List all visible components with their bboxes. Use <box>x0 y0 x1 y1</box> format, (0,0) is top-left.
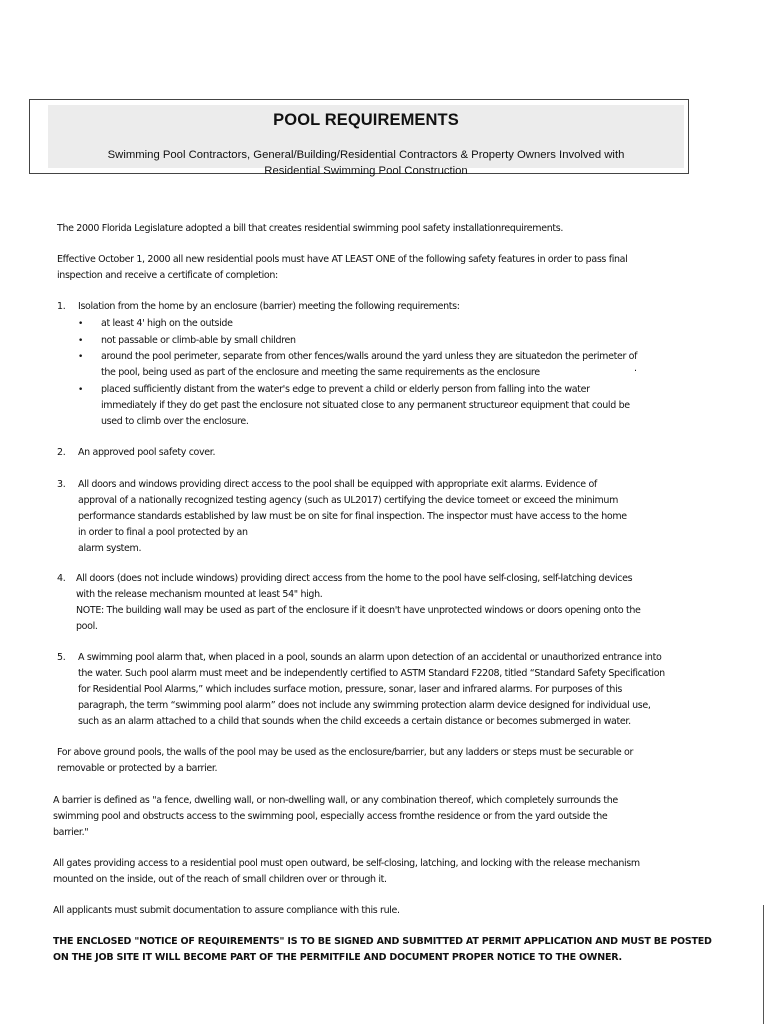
page-edge-line <box>763 905 764 1024</box>
bullet-text: not passable or climb-able by small children <box>101 335 296 346</box>
item-number: 3. <box>57 479 66 490</box>
item-text: Isolation from the home by an enclosure (barrier) meeting the following requirements: <box>78 301 460 312</box>
item-text: for Residential Pool Alarms,” which includes surface motion, pressure, sonar, laser and infrared alarms. For purposes of this <box>78 684 622 695</box>
bullet-icon: • <box>78 319 84 329</box>
item-number: 1. <box>57 301 66 312</box>
page-subtitle <box>48 147 684 179</box>
item-text: performance standards established by law must be on site for final inspection. The inspector must have access to the home <box>78 511 627 522</box>
subtitle-line: Residential Swimming Pool Construction <box>264 165 468 177</box>
bullet-icon: • <box>78 385 84 395</box>
item-number: 5. <box>57 652 66 663</box>
item-number: 2. <box>57 447 66 458</box>
effective-line: Effective October 1, 2000 all new residential pools must have AT LEAST ONE of the following safety features in order to pass final <box>57 254 628 265</box>
bullet-text: at least 4' high on the outside <box>101 318 233 329</box>
stray-mark: · <box>634 366 637 377</box>
item-text: in order to final a pool protected by an <box>78 527 248 538</box>
item-text: NOTE: The building wall may be used as part of the enclosure if it doesn't have unprotected windows or doors opening onto the <box>76 605 641 616</box>
subtitle-line: Swimming Pool Contractors, General/Building/Residential Contractors & Property Owners Involved with <box>107 149 625 161</box>
barrier-definition: swimming pool and obstructs access to the swimming pool, especially access fromthe residence or from the yard outside the <box>53 811 608 822</box>
barrier-definition: barrier." <box>53 827 89 838</box>
intro-paragraph: The 2000 Florida Legislature adopted a bill that creates residential swimming pool safety installationrequirements. <box>57 223 564 234</box>
gates-paragraph: mounted on the inside, out of the reach of small children over or through it. <box>53 874 387 885</box>
barrier-definition: A barrier is defined as "a fence, dwelling wall, or non-dwelling wall, or any combination thereof, which completely surrounds the <box>53 795 618 806</box>
bullet-text: placed sufficiently distant from the water's edge to prevent a child or elderly person from falling into the water <box>101 384 590 395</box>
header-shading <box>48 105 684 177</box>
above-ground-paragraph: For above ground pools, the walls of the pool may be used as the enclosure/barrier, but any ladders or steps must be securable or <box>57 747 634 758</box>
gates-paragraph: All gates providing access to a residential pool must open outward, be self-closing, latching, and locking with the release mechanism <box>53 858 640 869</box>
bullet-text: the pool, being used as part of the enclosure and meeting the same requirements as the enclosure <box>101 367 540 378</box>
item-text: alarm system. <box>78 543 142 554</box>
bullet-icon: • <box>78 352 84 362</box>
notice-paragraph: THE ENCLOSED "NOTICE OF REQUIREMENTS" IS TO BE SIGNED AND SUBMITTED AT PERMIT APPLICATION AND MUST BE POSTED <box>53 936 712 947</box>
item-text: A swimming pool alarm that, when placed in a pool, sounds an alarm upon detection of an accidental or unauthorized entrance into <box>78 652 662 663</box>
item-text: with the release mechanism mounted at least 54" high. <box>76 589 323 600</box>
item-text: approval of a nationally recognized testing agency (such as UL2017) certifying the device tomeet or exceed the minimum <box>78 495 618 506</box>
item-text: All doors and windows providing direct access to the pool shall be equipped with appropriate exit alarms. Evidence of <box>78 479 597 490</box>
notice-paragraph: ON THE JOB SITE IT WILL BECOME PART OF THE PERMITFILE AND DOCUMENT PROPER NOTICE TO THE OWNER. <box>53 952 622 963</box>
bullet-text: immediately if they do get past the enclosure not situated close to any permanent structureor equipment that could be <box>101 400 630 411</box>
item-text: such as an alarm attached to a child that sounds when the child exceeds a certain distance or becomes submerged in water. <box>78 716 631 727</box>
bullet-icon: • <box>78 336 84 346</box>
item-text: All doors (does not include windows) providing direct access from the home to the pool have self-closing, self-latching devices <box>76 573 633 584</box>
item-number: 4. <box>57 573 66 584</box>
item-text: pool. <box>76 621 98 632</box>
header-box <box>29 99 689 177</box>
bullet-text: used to climb over the enclosure. <box>101 416 249 427</box>
effective-line: inspection and receive a certificate of completion: <box>57 270 278 281</box>
above-ground-paragraph: removable or protected by a barrier. <box>57 763 218 774</box>
page-title: POOL REQUIREMENTS <box>273 111 459 129</box>
item-text: An approved pool safety cover. <box>78 447 216 458</box>
item-text: paragraph, the term “swimming pool alarm” does not include any swimming protection alarm device designed for individual use, <box>78 700 651 711</box>
applicants-paragraph: All applicants must submit documentation to assure compliance with this rule. <box>53 905 400 916</box>
item-text: the water. Such pool alarm must meet and be independently certified to ASTM Standard F2208, titled “Standard Safety Specification <box>78 668 665 679</box>
bullet-text: around the pool perimeter, separate from other fences/walls around the yard unless they are situatedon the perimeter of <box>101 351 638 362</box>
